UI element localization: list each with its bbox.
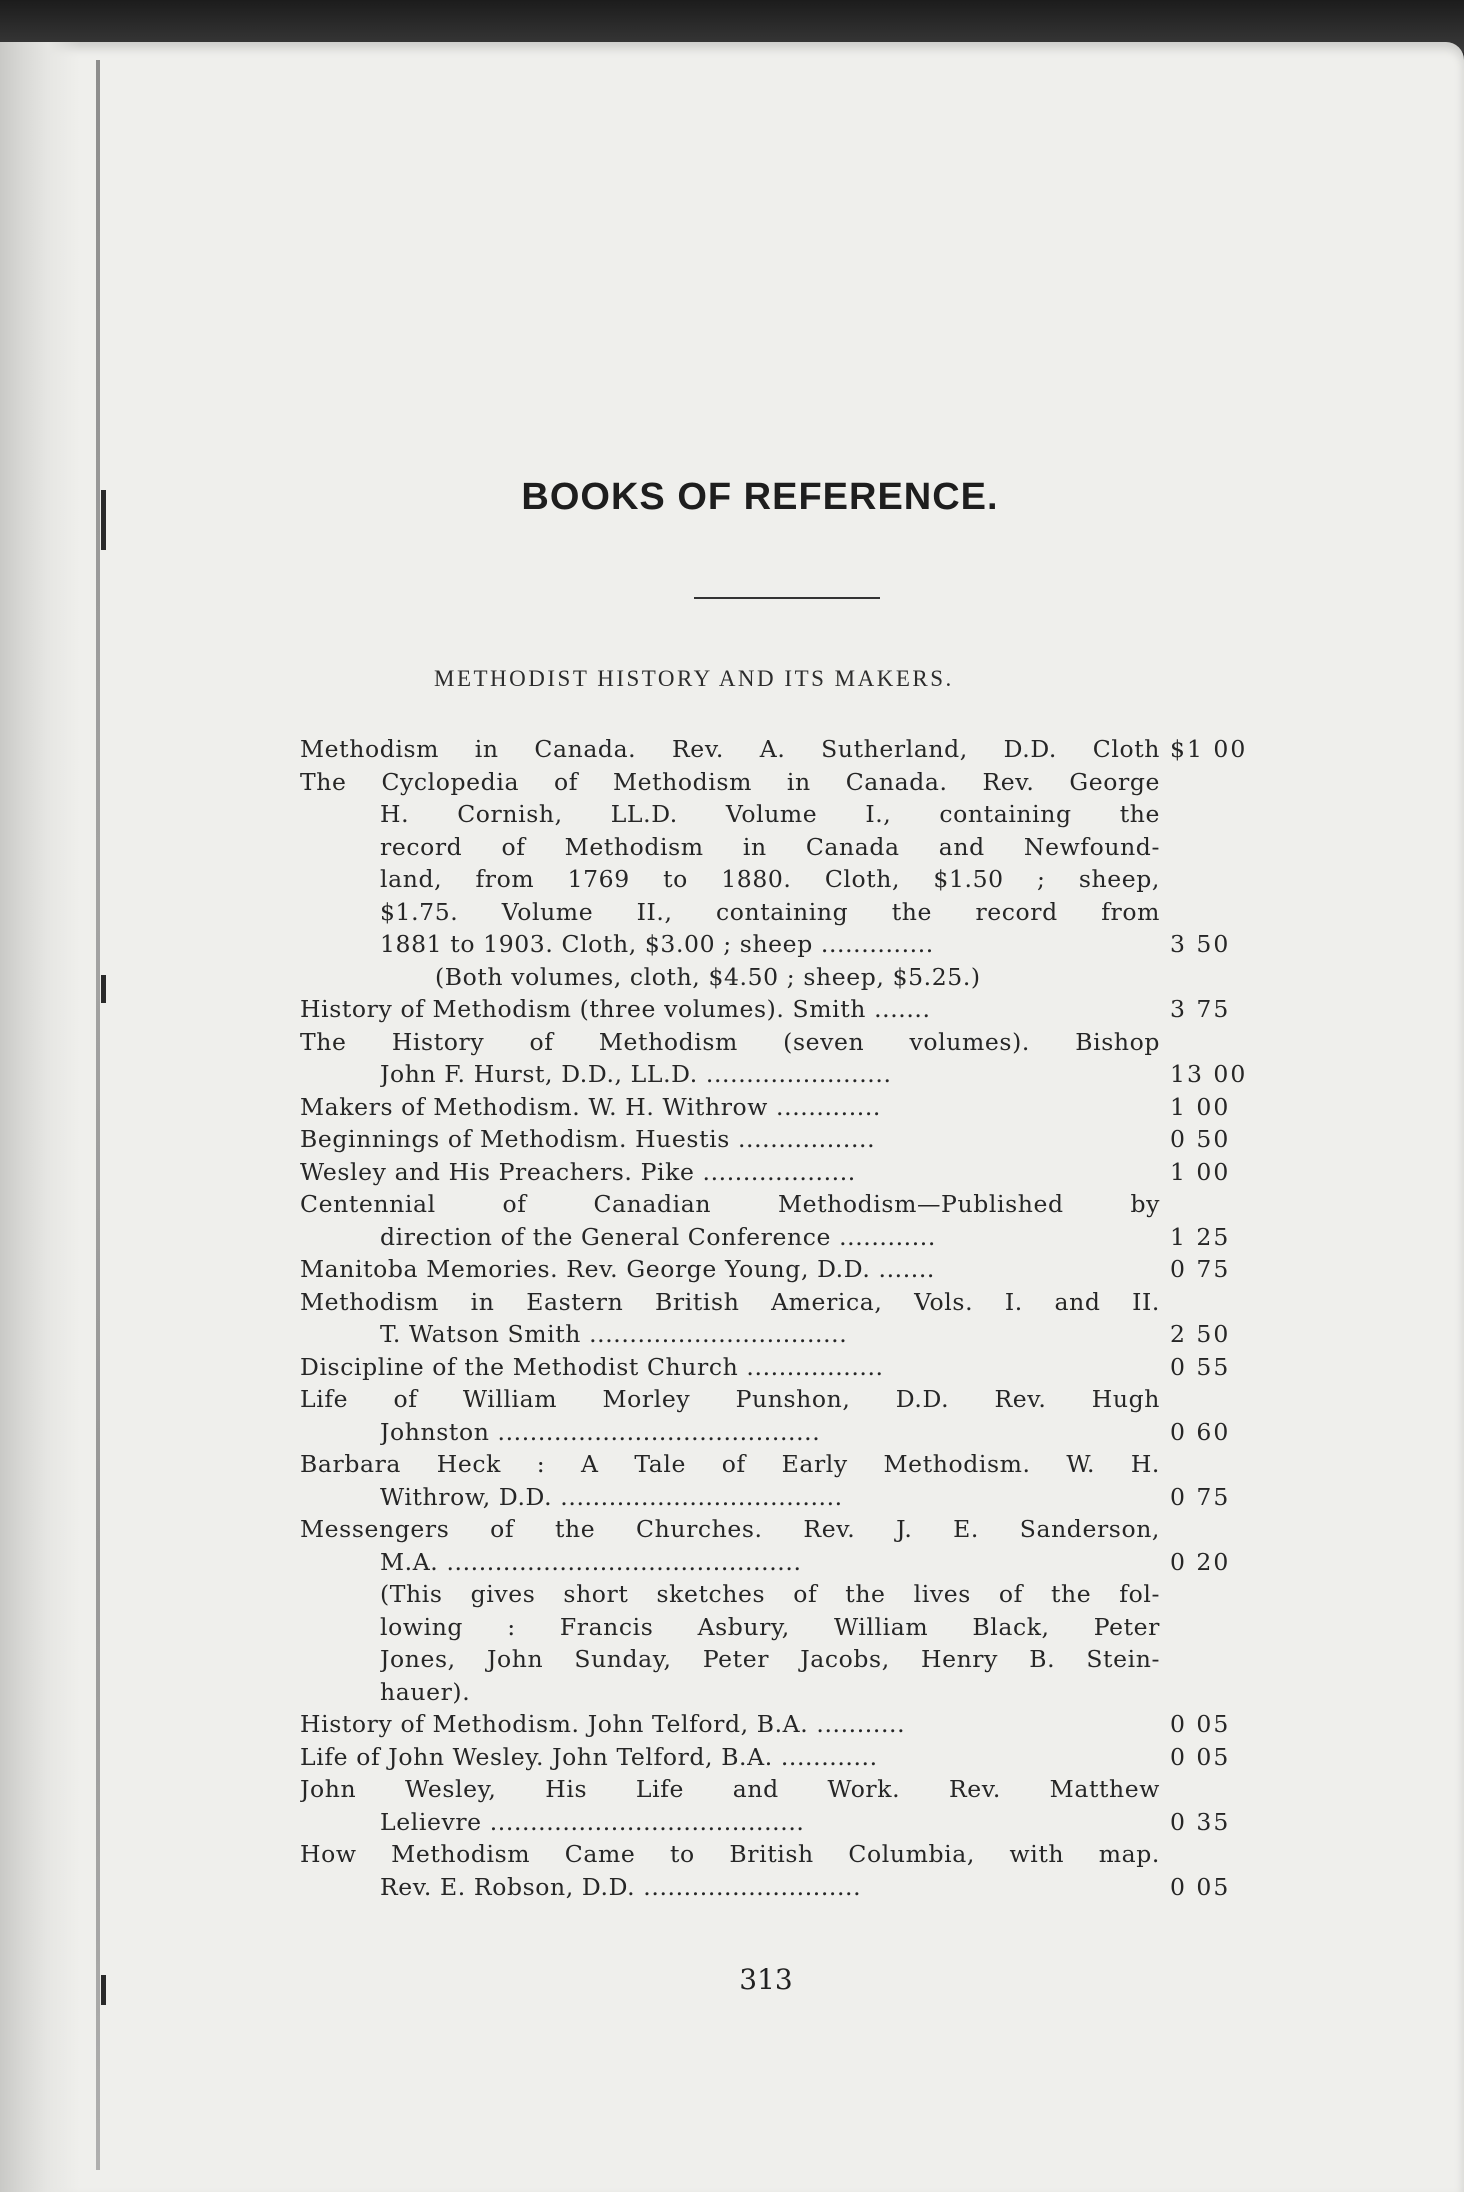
book-price: 0 60: [1170, 1417, 1231, 1446]
book-list-line: [300, 1741, 1250, 1774]
book-entry-text: Methodism in Eastern British America, Vols. I. and II.: [300, 1287, 1160, 1316]
section-heading: METHODIST HISTORY AND ITS MAKERS.: [434, 666, 954, 691]
book-price: 0 75: [1170, 1255, 1231, 1283]
book-list-line: [300, 1838, 1250, 1871]
book-list-line: [300, 1026, 1250, 1059]
book-entry-text: hauer).: [380, 1677, 471, 1706]
book-list-line: [300, 1351, 1250, 1384]
book-entry-text: Messengers of the Churches. Rev. J. E. Sanderson,: [300, 1515, 1160, 1543]
book-list-line: [300, 1481, 1250, 1514]
book-entry-text: John Wesley, His Life and Work. Rev. Matthew: [300, 1775, 1160, 1803]
book-entry-text: Withrow, D.D. ...................................: [380, 1482, 843, 1511]
book-list-line: [300, 1871, 1250, 1904]
book-list: [300, 733, 1250, 1903]
book-entry-text: $1.75. Volume II., containing the record from: [380, 897, 1160, 926]
book-entry-text: How Methodism Came to British Columbia, with map.: [300, 1840, 1160, 1868]
binding-edge: [96, 60, 100, 2170]
book-entry-text: Jones, John Sunday, Peter Jacobs, Henry B. Stein-: [380, 1645, 1160, 1673]
page-title: BOOKS OF REFERENCE.: [521, 476, 999, 518]
book-list-line: [300, 831, 1250, 864]
book-entry-text: Makers of Methodism. W. H. Withrow .............: [300, 1092, 881, 1121]
book-price: 0 05: [1170, 1872, 1231, 1901]
book-list-line: [300, 733, 1250, 766]
book-list-line: [300, 1643, 1250, 1676]
book-list-line: [300, 928, 1250, 961]
book-entry-text: M.A. ............................................: [380, 1547, 802, 1576]
book-list-line: [300, 1611, 1250, 1644]
book-entry-text: H. Cornish, LL.D. Volume I., containing the: [380, 800, 1160, 828]
book-list-line: [300, 961, 1250, 994]
book-entry-text: record of Methodism in Canada and Newfound-: [380, 832, 1160, 861]
book-entry-text: Discipline of the Methodist Church .................: [300, 1352, 884, 1381]
title-rule: [694, 597, 880, 599]
book-list-line: [300, 1578, 1250, 1611]
book-list-line: [300, 993, 1250, 1026]
book-list-line: [300, 766, 1250, 799]
book-list-line: [300, 1416, 1250, 1449]
book-list-line: [300, 1156, 1250, 1189]
page-number: 313: [739, 1963, 793, 1996]
book-price: 0 35: [1170, 1807, 1231, 1836]
book-price: 3 50: [1170, 930, 1231, 958]
book-list-line: [300, 1286, 1250, 1319]
book-entry-text: Methodism in Canada. Rev. A. Sutherland, D.D. Cloth: [300, 735, 1160, 763]
book-list-line: [300, 1318, 1250, 1351]
book-list-line: [300, 1058, 1250, 1091]
book-list-line: [300, 798, 1250, 831]
book-list-line: [300, 1221, 1250, 1254]
book-entry-text: land, from 1769 to 1880. Cloth, $1.50 ; sheep,: [380, 865, 1160, 893]
book-entry-text: Life of John Wesley. John Telford, B.A. ............: [300, 1742, 878, 1771]
book-list-line: [300, 896, 1250, 929]
book-list-line: [300, 1708, 1250, 1741]
book-price: 0 20: [1170, 1547, 1231, 1576]
book-list-line: [300, 1448, 1250, 1481]
book-entry-text: Barbara Heck : A Tale of Early Methodism. W. H.: [300, 1450, 1160, 1478]
book-entry-text: (Both volumes, cloth, $4.50 ; sheep, $5.25.): [435, 962, 981, 991]
book-entry-text: 1881 to 1903. Cloth, $3.00 ; sheep ..............: [380, 930, 934, 958]
book-list-line: [300, 1188, 1250, 1221]
book-entry-text: (This gives short sketches of the lives of the fol-: [380, 1580, 1160, 1608]
book-list-line: [300, 1806, 1250, 1839]
book-list-line: [300, 1773, 1250, 1806]
book-list-line: [300, 1676, 1250, 1709]
book-entry-text: direction of the General Conference ............: [380, 1222, 936, 1251]
book-price: 2 50: [1170, 1320, 1231, 1348]
book-entry-text: Rev. E. Robson, D.D. ...........................: [380, 1872, 862, 1901]
book-entry-text: Wesley and His Preachers. Pike ...................: [300, 1157, 856, 1186]
book-price: 13 00: [1170, 1060, 1248, 1088]
book-price: $1 00: [1170, 735, 1248, 763]
book-price: 1 00: [1170, 1092, 1231, 1121]
book-entry-text: History of Methodism (three volumes). Smith .......: [300, 995, 931, 1023]
book-entry-text: The History of Methodism (seven volumes). Bishop: [300, 1027, 1160, 1056]
book-price: 0 05: [1170, 1710, 1231, 1738]
book-entry-text: T. Watson Smith ................................: [380, 1320, 848, 1348]
book-list-line: [300, 1383, 1250, 1416]
book-price: 0 50: [1170, 1125, 1231, 1153]
book-price: 0 55: [1170, 1352, 1231, 1381]
book-entry-text: Life of William Morley Punshon, D.D. Rev. Hugh: [300, 1385, 1160, 1413]
book-list-line: [300, 1123, 1250, 1156]
book-list-line: [300, 863, 1250, 896]
book-entry-text: Lelievre .......................................: [380, 1807, 805, 1836]
book-price: 0 05: [1170, 1742, 1231, 1771]
book-list-line: [300, 1513, 1250, 1546]
book-list-line: [300, 1091, 1250, 1124]
book-entry-text: History of Methodism. John Telford, B.A. ...........: [300, 1710, 906, 1738]
book-entry-text: Centennial of Canadian Methodism—Published by: [300, 1190, 1160, 1218]
book-list-line: [300, 1546, 1250, 1579]
book-price: 1 25: [1170, 1222, 1231, 1251]
book-entry-text: Johnston ........................................: [380, 1417, 821, 1446]
binding-mark: [101, 975, 106, 1003]
book-entry-text: Manitoba Memories. Rev. George Young, D.D. .......: [300, 1255, 935, 1283]
book-entry-text: Beginnings of Methodism. Huestis .................: [300, 1125, 876, 1153]
book-entry-text: The Cyclopedia of Methodism in Canada. Rev. George: [300, 767, 1160, 796]
binding-shadow: [0, 42, 80, 2192]
book-price: 0 75: [1170, 1482, 1231, 1511]
book-entry-text: John F. Hurst, D.D., LL.D. .......................: [380, 1060, 892, 1088]
book-entry-text: lowing : Francis Asbury, William Black, Peter: [380, 1612, 1160, 1641]
book-price: 3 75: [1170, 995, 1231, 1023]
book-price: 1 00: [1170, 1157, 1231, 1186]
book-list-line: [300, 1253, 1250, 1286]
